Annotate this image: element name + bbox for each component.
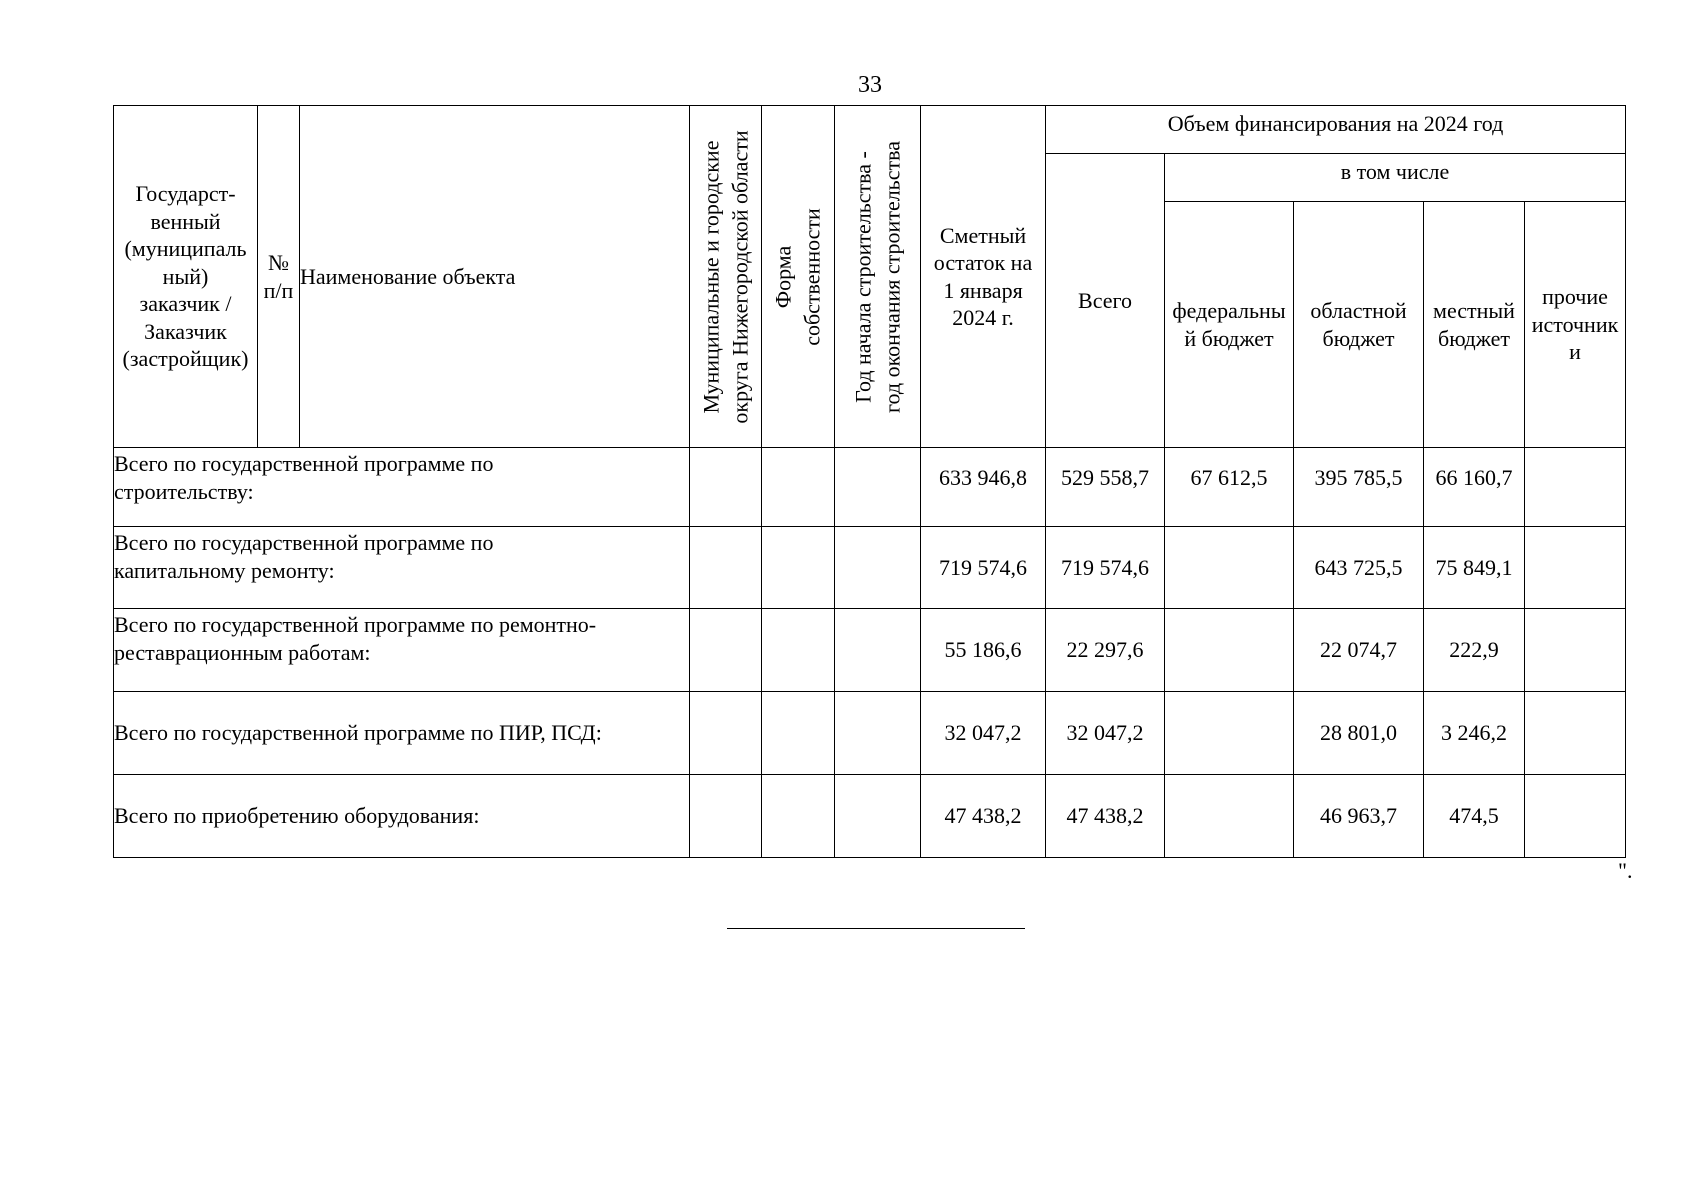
header-customer: Государст- венный (муниципаль ный) заказчик / Заказчик (застройщик): [114, 106, 258, 448]
cell-federal: [1165, 609, 1294, 692]
header-regional: областной бюджет: [1294, 202, 1424, 448]
cell-other: [1525, 609, 1626, 692]
page-number: 33: [858, 72, 882, 98]
row-label: Всего по приобретению оборудования:: [114, 775, 690, 858]
cell-regional: 395 785,5: [1294, 448, 1424, 527]
cell-total: 719 574,6: [1046, 527, 1165, 609]
row-label: Всего по государственной программе по строительству:: [114, 448, 690, 527]
table-row: [114, 609, 1626, 692]
header-number: № п/п: [258, 106, 300, 448]
table-row: [114, 527, 1626, 609]
cell-total: 22 297,6: [1046, 609, 1165, 692]
cell-estimate: 32 047,2: [921, 692, 1046, 775]
cell-federal: [1165, 692, 1294, 775]
header-estimate: Сметный остаток на 1 января 2024 г.: [921, 106, 1046, 448]
header-federal: федеральны й бюджет: [1165, 202, 1294, 448]
cell-other: [1525, 527, 1626, 609]
row-label: Всего по государственной программе по ремонтно- реставрационным работам:: [114, 609, 690, 692]
cell-regional: 643 725,5: [1294, 527, 1424, 609]
header-municipality: Муниципальные и городские округа Нижегородской области: [690, 106, 762, 448]
end-divider: [727, 928, 1025, 929]
cell-regional: 22 074,7: [1294, 609, 1424, 692]
cell-local: 474,5: [1424, 775, 1525, 858]
cell-local: 3 246,2: [1424, 692, 1525, 775]
header-funding: Объем финансирования на 2024 год: [1046, 106, 1626, 154]
header-ownership: Форма собственности: [762, 106, 835, 448]
cell-other: [1525, 692, 1626, 775]
cell-estimate: 47 438,2: [921, 775, 1046, 858]
cell-estimate: 633 946,8: [921, 448, 1046, 527]
table-row: [114, 692, 1626, 775]
header-object-name: Наименование объекта: [300, 106, 690, 448]
header-local: местный бюджет: [1424, 202, 1525, 448]
header-other: прочие источник и: [1525, 202, 1626, 448]
cell-total: 47 438,2: [1046, 775, 1165, 858]
cell-total: 529 558,7: [1046, 448, 1165, 527]
cell-estimate: 55 186,6: [921, 609, 1046, 692]
table-row: [114, 448, 1626, 527]
cell-other: [1525, 775, 1626, 858]
cell-local: 66 160,7: [1424, 448, 1525, 527]
header-total: Всего: [1046, 154, 1165, 448]
row-label: Всего по государственной программе по ПИР, ПСД:: [114, 692, 690, 775]
cell-total: 32 047,2: [1046, 692, 1165, 775]
row-label: Всего по государственной программе по капитальному ремонту:: [114, 527, 690, 609]
cell-regional: 28 801,0: [1294, 692, 1424, 775]
header-years: Год начала строительства - год окончания строительства: [835, 106, 921, 448]
cell-federal: [1165, 775, 1294, 858]
cell-estimate: 719 574,6: [921, 527, 1046, 609]
cell-federal: 67 612,5: [1165, 448, 1294, 527]
closing-quote: ".: [1618, 858, 1633, 883]
cell-other: [1525, 448, 1626, 527]
header-including: в том числе: [1165, 154, 1626, 202]
financing-table: [113, 105, 1626, 858]
table-row: [114, 775, 1626, 858]
cell-local: 75 849,1: [1424, 527, 1525, 609]
cell-regional: 46 963,7: [1294, 775, 1424, 858]
cell-federal: [1165, 527, 1294, 609]
cell-local: 222,9: [1424, 609, 1525, 692]
